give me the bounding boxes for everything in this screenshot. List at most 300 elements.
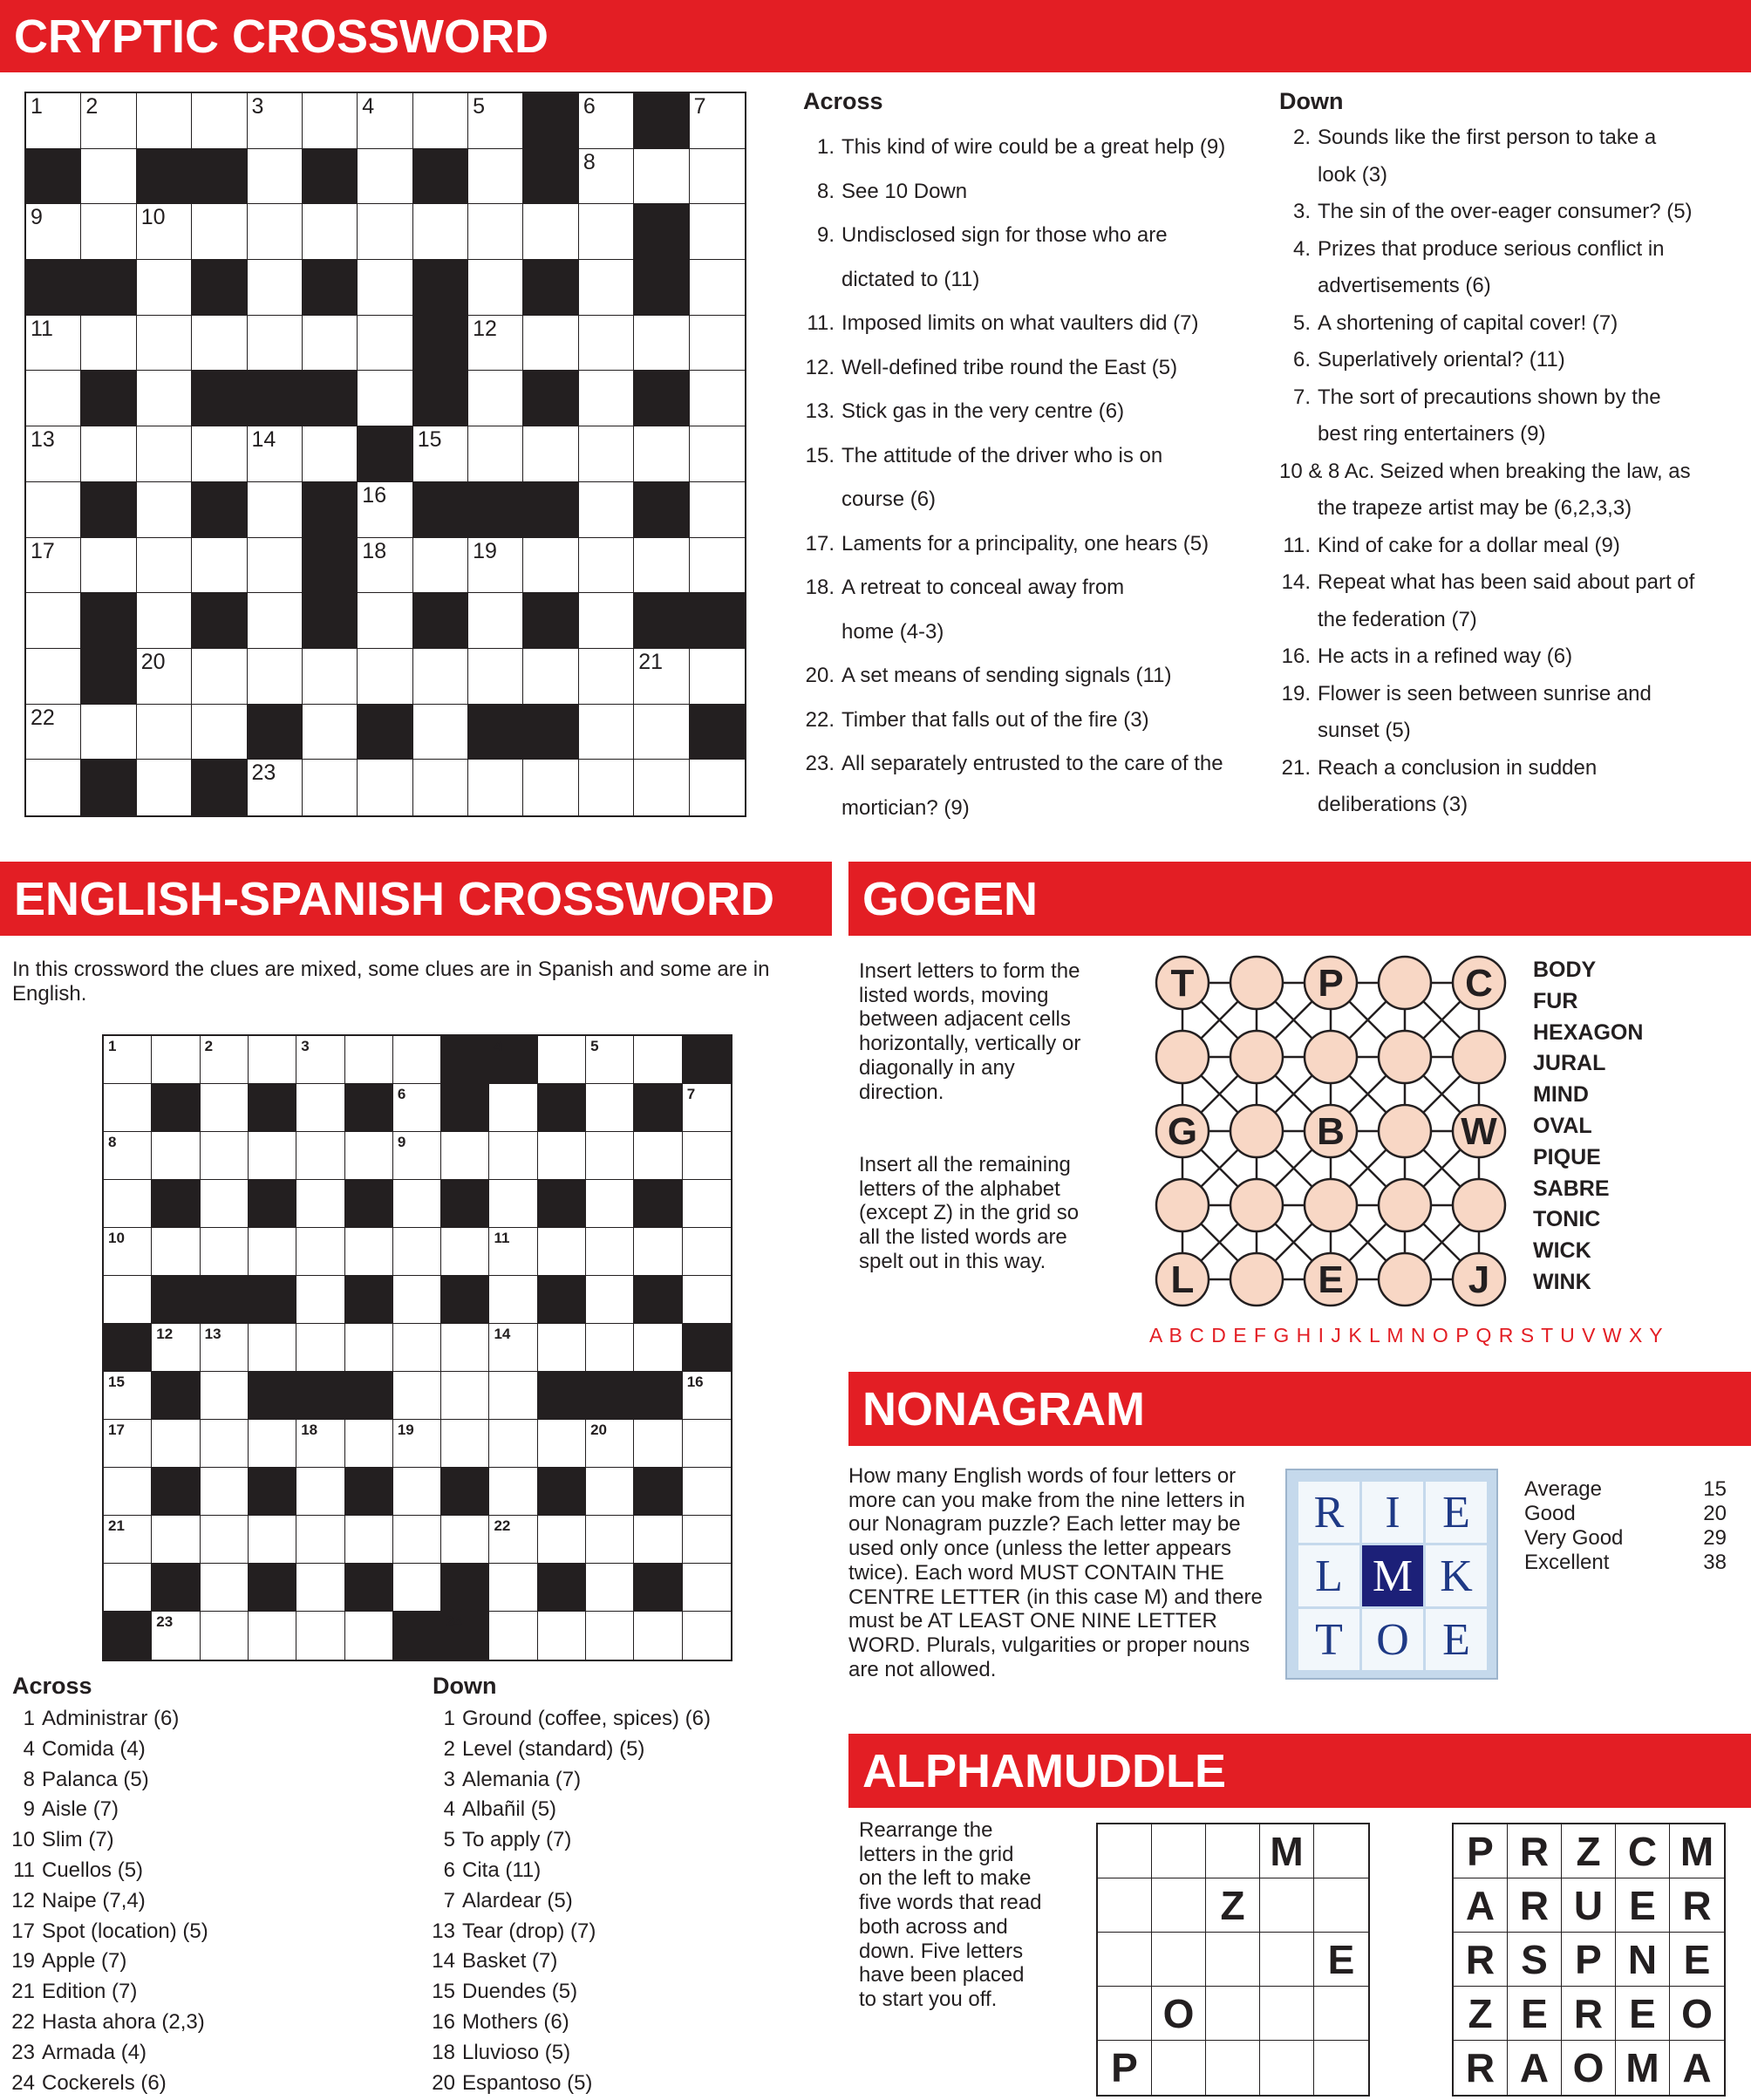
grid-cell[interactable] bbox=[303, 204, 358, 260]
grid-cell[interactable] bbox=[468, 426, 523, 482]
alphamuddle-cell[interactable] bbox=[1206, 1933, 1260, 1987]
grid-cell[interactable] bbox=[137, 93, 192, 149]
grid-cell[interactable] bbox=[441, 1420, 489, 1468]
grid-cell[interactable] bbox=[296, 1468, 344, 1516]
gogen-cell[interactable] bbox=[1453, 1179, 1505, 1231]
grid-cell[interactable] bbox=[104, 1420, 152, 1468]
grid-cell[interactable] bbox=[683, 1468, 731, 1516]
grid-cell[interactable] bbox=[345, 1228, 393, 1276]
grid-cell[interactable] bbox=[296, 1036, 344, 1084]
alphamuddle-cell[interactable] bbox=[1098, 1933, 1152, 1987]
grid-cell[interactable] bbox=[538, 1228, 586, 1276]
grid-cell[interactable] bbox=[137, 760, 192, 815]
black-square bbox=[441, 1036, 489, 1084]
clue-item bbox=[1279, 787, 1733, 824]
gogen-cell[interactable] bbox=[1379, 1253, 1431, 1306]
grid-cell[interactable] bbox=[137, 538, 192, 594]
grid-cell[interactable] bbox=[634, 760, 689, 815]
alphamuddle-cell[interactable] bbox=[1314, 1987, 1368, 2041]
grid-cell[interactable] bbox=[81, 538, 136, 594]
grid-cell[interactable] bbox=[586, 1612, 634, 1660]
grid-cell[interactable] bbox=[523, 316, 578, 372]
grid-cell[interactable] bbox=[303, 316, 358, 372]
grid-cell[interactable] bbox=[683, 1420, 731, 1468]
grid-cell[interactable] bbox=[468, 149, 523, 205]
alphamuddle-cell[interactable] bbox=[1098, 1878, 1152, 1933]
grid-cell[interactable] bbox=[303, 649, 358, 705]
grid-cell[interactable] bbox=[137, 593, 192, 649]
grid-cell[interactable] bbox=[441, 1132, 489, 1180]
grid-cell[interactable] bbox=[296, 1516, 344, 1564]
grid-cell[interactable] bbox=[358, 649, 412, 705]
grid-cell[interactable] bbox=[538, 1324, 586, 1372]
grid-cell[interactable] bbox=[468, 93, 523, 149]
grid-cell[interactable] bbox=[152, 1036, 200, 1084]
grid-cell[interactable] bbox=[201, 1516, 249, 1564]
grid-cell[interactable] bbox=[296, 1420, 344, 1468]
grid-cell[interactable] bbox=[104, 1276, 152, 1324]
grid-cell[interactable] bbox=[489, 1228, 537, 1276]
grid-cell[interactable] bbox=[579, 482, 634, 538]
score-label: Excellent bbox=[1524, 1551, 1610, 1574]
grid-cell[interactable] bbox=[137, 426, 192, 482]
grid-cell[interactable] bbox=[579, 760, 634, 815]
gogen-cell[interactable] bbox=[1379, 1105, 1431, 1157]
grid-cell[interactable] bbox=[468, 649, 523, 705]
grid-cell[interactable] bbox=[690, 482, 745, 538]
grid-cell[interactable] bbox=[586, 1180, 634, 1228]
grid-cell[interactable] bbox=[26, 316, 81, 372]
grid-cell[interactable] bbox=[201, 1612, 249, 1660]
grid-cell[interactable] bbox=[296, 1276, 344, 1324]
grid-cell[interactable] bbox=[303, 426, 358, 482]
grid-cell[interactable] bbox=[192, 649, 247, 705]
grid-cell[interactable] bbox=[345, 1420, 393, 1468]
grid-cell[interactable] bbox=[413, 426, 468, 482]
grid-cell[interactable] bbox=[137, 260, 192, 316]
grid-cell[interactable] bbox=[249, 1420, 296, 1468]
grid-cell[interactable] bbox=[489, 1276, 537, 1324]
grid-cell[interactable] bbox=[303, 705, 358, 760]
grid-cell[interactable] bbox=[634, 705, 689, 760]
gogen-cell[interactable] bbox=[1379, 1179, 1431, 1231]
grid-cell[interactable] bbox=[634, 1612, 682, 1660]
grid-cell[interactable] bbox=[248, 316, 303, 372]
grid-cell[interactable] bbox=[579, 371, 634, 426]
grid-cell[interactable] bbox=[468, 204, 523, 260]
grid-cell[interactable] bbox=[358, 482, 412, 538]
grid-cell[interactable] bbox=[201, 1228, 249, 1276]
grid-cell[interactable] bbox=[393, 1132, 441, 1180]
grid-cell[interactable] bbox=[579, 204, 634, 260]
grid-cell[interactable] bbox=[634, 538, 689, 594]
grid-cell[interactable] bbox=[413, 649, 468, 705]
grid-cell[interactable] bbox=[413, 760, 468, 815]
alphamuddle-cell[interactable] bbox=[1206, 1987, 1260, 2041]
grid-cell[interactable] bbox=[468, 593, 523, 649]
grid-cell[interactable] bbox=[634, 1132, 682, 1180]
grid-cell[interactable] bbox=[468, 538, 523, 594]
grid-cell[interactable] bbox=[468, 371, 523, 426]
grid-cell[interactable] bbox=[104, 1564, 152, 1612]
grid-cell[interactable] bbox=[393, 1372, 441, 1420]
grid-cell[interactable] bbox=[586, 1564, 634, 1612]
grid-cell[interactable] bbox=[81, 426, 136, 482]
grid-cell[interactable] bbox=[468, 316, 523, 372]
grid-cell[interactable] bbox=[538, 1132, 586, 1180]
grid-cell[interactable] bbox=[683, 1372, 731, 1420]
grid-cell[interactable] bbox=[489, 1612, 537, 1660]
grid-cell[interactable] bbox=[523, 649, 578, 705]
gogen-cell[interactable] bbox=[1305, 1031, 1357, 1083]
grid-cell[interactable] bbox=[104, 1228, 152, 1276]
grid-cell[interactable] bbox=[634, 1516, 682, 1564]
grid-cell[interactable] bbox=[579, 705, 634, 760]
grid-cell[interactable] bbox=[201, 1036, 249, 1084]
grid-cell[interactable] bbox=[358, 371, 412, 426]
grid-cell[interactable] bbox=[393, 1468, 441, 1516]
grid-cell[interactable] bbox=[26, 93, 81, 149]
grid-cell[interactable] bbox=[690, 649, 745, 705]
grid-cell[interactable] bbox=[393, 1324, 441, 1372]
grid-cell[interactable] bbox=[393, 1228, 441, 1276]
grid-cell[interactable] bbox=[579, 426, 634, 482]
grid-cell[interactable] bbox=[634, 316, 689, 372]
grid-cell[interactable] bbox=[393, 1564, 441, 1612]
grid-cell[interactable] bbox=[393, 1420, 441, 1468]
gogen-cell[interactable] bbox=[1230, 1253, 1283, 1306]
grid-cell[interactable] bbox=[586, 1084, 634, 1132]
black-square bbox=[104, 1612, 152, 1660]
alphamuddle-cell[interactable] bbox=[1260, 2041, 1314, 2095]
grid-cell[interactable] bbox=[81, 204, 136, 260]
grid-cell[interactable] bbox=[201, 1132, 249, 1180]
grid-cell[interactable] bbox=[441, 1228, 489, 1276]
alphamuddle-cell[interactable] bbox=[1260, 1987, 1314, 2041]
gogen-cell[interactable] bbox=[1379, 957, 1431, 1009]
grid-cell[interactable] bbox=[192, 705, 247, 760]
grid-cell[interactable] bbox=[586, 1132, 634, 1180]
grid-cell[interactable] bbox=[104, 1180, 152, 1228]
alphamuddle-cell[interactable] bbox=[1314, 2041, 1368, 2095]
grid-cell[interactable] bbox=[104, 1468, 152, 1516]
grid-cell[interactable] bbox=[393, 1180, 441, 1228]
grid-cell[interactable] bbox=[586, 1036, 634, 1084]
grid-cell[interactable] bbox=[538, 1420, 586, 1468]
alphamuddle-cell[interactable]: P bbox=[1098, 2041, 1152, 2095]
grid-cell[interactable] bbox=[81, 93, 136, 149]
grid-cell[interactable] bbox=[468, 260, 523, 316]
grid-cell[interactable] bbox=[201, 1372, 249, 1420]
grid-cell[interactable] bbox=[358, 593, 412, 649]
grid-cell[interactable] bbox=[26, 426, 81, 482]
grid-cell[interactable] bbox=[201, 1564, 249, 1612]
grid-cell[interactable] bbox=[248, 649, 303, 705]
grid-cell[interactable] bbox=[413, 204, 468, 260]
grid-cell[interactable] bbox=[586, 1324, 634, 1372]
grid-cell[interactable] bbox=[523, 426, 578, 482]
grid-cell[interactable] bbox=[345, 1516, 393, 1564]
alphamuddle-cell[interactable] bbox=[1206, 2041, 1260, 2095]
grid-cell[interactable] bbox=[192, 426, 247, 482]
grid-cell[interactable] bbox=[26, 760, 81, 815]
nonagram-letter: I bbox=[1362, 1482, 1423, 1543]
grid-cell[interactable] bbox=[690, 260, 745, 316]
grid-cell[interactable] bbox=[586, 1468, 634, 1516]
grid-cell[interactable] bbox=[152, 1228, 200, 1276]
grid-cell[interactable] bbox=[586, 1228, 634, 1276]
grid-cell[interactable] bbox=[690, 204, 745, 260]
grid-cell[interactable] bbox=[489, 1372, 537, 1420]
alphamuddle-cell[interactable] bbox=[1314, 1878, 1368, 1933]
grid-cell[interactable] bbox=[152, 1612, 200, 1660]
grid-cell[interactable] bbox=[249, 1132, 296, 1180]
gogen-cell[interactable] bbox=[1230, 957, 1283, 1009]
grid-cell[interactable] bbox=[586, 1420, 634, 1468]
grid-cell[interactable] bbox=[104, 1132, 152, 1180]
grid-cell[interactable] bbox=[523, 538, 578, 594]
grid-cell[interactable] bbox=[192, 204, 247, 260]
grid-cell[interactable] bbox=[358, 149, 412, 205]
grid-cell[interactable] bbox=[683, 1180, 731, 1228]
grid-cell[interactable] bbox=[249, 1324, 296, 1372]
alphamuddle-cell[interactable]: O bbox=[1152, 1987, 1206, 2041]
grid-cell[interactable] bbox=[345, 1036, 393, 1084]
grid-cell[interactable] bbox=[248, 260, 303, 316]
black-square bbox=[634, 1564, 682, 1612]
grid-cell[interactable] bbox=[441, 1324, 489, 1372]
grid-cell[interactable] bbox=[249, 1612, 296, 1660]
grid-cell[interactable] bbox=[345, 1324, 393, 1372]
grid-cell[interactable] bbox=[137, 204, 192, 260]
grid-cell[interactable] bbox=[248, 593, 303, 649]
grid-cell[interactable] bbox=[690, 538, 745, 594]
alphamuddle-cell[interactable]: M bbox=[1260, 1824, 1314, 1878]
grid-cell[interactable] bbox=[26, 538, 81, 594]
grid-cell[interactable] bbox=[303, 93, 358, 149]
alphamuddle-cell[interactable] bbox=[1152, 1878, 1206, 1933]
grid-cell[interactable] bbox=[634, 1324, 682, 1372]
grid-cell[interactable] bbox=[393, 1084, 441, 1132]
grid-cell[interactable] bbox=[345, 1132, 393, 1180]
grid-cell[interactable] bbox=[634, 1420, 682, 1468]
grid-cell[interactable] bbox=[152, 1132, 200, 1180]
grid-cell[interactable] bbox=[358, 260, 412, 316]
alphamuddle-cell[interactable]: E bbox=[1314, 1933, 1368, 1987]
alphamuddle-cell[interactable]: Z bbox=[1206, 1878, 1260, 1933]
grid-cell[interactable] bbox=[152, 1516, 200, 1564]
grid-cell[interactable] bbox=[489, 1564, 537, 1612]
spanish-across-clues bbox=[5, 1704, 208, 2098]
grid-cell[interactable] bbox=[201, 1084, 249, 1132]
grid-cell[interactable] bbox=[248, 93, 303, 149]
grid-cell[interactable] bbox=[248, 760, 303, 815]
grid-cell[interactable] bbox=[690, 93, 745, 149]
alphamuddle-cell[interactable] bbox=[1260, 1878, 1314, 1933]
grid-cell[interactable] bbox=[683, 1228, 731, 1276]
grid-cell[interactable] bbox=[413, 538, 468, 594]
grid-cell[interactable] bbox=[248, 538, 303, 594]
grid-cell[interactable] bbox=[393, 1276, 441, 1324]
grid-cell[interactable] bbox=[296, 1228, 344, 1276]
grid-cell[interactable] bbox=[201, 1468, 249, 1516]
grid-cell[interactable] bbox=[634, 649, 689, 705]
alphamuddle-cell[interactable] bbox=[1152, 1933, 1206, 1987]
grid-cell[interactable] bbox=[690, 426, 745, 482]
grid-cell[interactable] bbox=[192, 93, 247, 149]
alphamuddle-cell[interactable] bbox=[1098, 1824, 1152, 1878]
grid-cell[interactable] bbox=[690, 316, 745, 372]
grid-cell[interactable] bbox=[489, 1468, 537, 1516]
grid-cell[interactable] bbox=[523, 204, 578, 260]
grid-cell[interactable] bbox=[296, 1612, 344, 1660]
grid-cell[interactable] bbox=[358, 316, 412, 372]
grid-cell[interactable] bbox=[690, 760, 745, 815]
alphamuddle-cell[interactable] bbox=[1314, 1824, 1368, 1878]
grid-cell[interactable] bbox=[201, 1324, 249, 1372]
grid-cell[interactable] bbox=[249, 1228, 296, 1276]
grid-cell[interactable] bbox=[393, 1516, 441, 1564]
grid-cell[interactable] bbox=[579, 260, 634, 316]
alphamuddle-cell[interactable] bbox=[1152, 1824, 1206, 1878]
grid-cell[interactable] bbox=[489, 1516, 537, 1564]
grid-cell[interactable] bbox=[683, 1516, 731, 1564]
clue-number: 7 bbox=[686, 1086, 696, 1102]
grid-cell[interactable] bbox=[345, 1612, 393, 1660]
grid-cell[interactable] bbox=[296, 1132, 344, 1180]
gogen-cell[interactable] bbox=[1230, 1031, 1283, 1083]
gogen-cell[interactable] bbox=[1379, 1031, 1431, 1083]
grid-cell[interactable] bbox=[26, 705, 81, 760]
grid-cell[interactable] bbox=[393, 1036, 441, 1084]
alphamuddle-cell[interactable] bbox=[1098, 1987, 1152, 2041]
grid-cell[interactable] bbox=[690, 371, 745, 426]
grid-cell[interactable] bbox=[489, 1324, 537, 1372]
clue-item bbox=[5, 1947, 208, 1977]
gogen-cell[interactable] bbox=[1156, 1179, 1209, 1231]
grid-cell[interactable] bbox=[137, 482, 192, 538]
grid-cell[interactable] bbox=[489, 1420, 537, 1468]
grid-cell[interactable] bbox=[579, 149, 634, 205]
grid-cell[interactable] bbox=[192, 538, 247, 594]
grid-cell[interactable] bbox=[523, 760, 578, 815]
grid-cell[interactable] bbox=[579, 93, 634, 149]
grid-cell[interactable] bbox=[26, 649, 81, 705]
gogen-cell[interactable] bbox=[1230, 1179, 1283, 1231]
gogen-cell[interactable] bbox=[1305, 1179, 1357, 1231]
grid-cell[interactable] bbox=[413, 93, 468, 149]
grid-cell[interactable] bbox=[489, 1180, 537, 1228]
grid-cell[interactable] bbox=[152, 1324, 200, 1372]
grid-cell[interactable] bbox=[248, 482, 303, 538]
alphamuddle-cell[interactable] bbox=[1206, 1824, 1260, 1878]
grid-cell[interactable] bbox=[634, 1036, 682, 1084]
grid-cell[interactable] bbox=[538, 1612, 586, 1660]
grid-cell[interactable] bbox=[81, 705, 136, 760]
grid-cell[interactable] bbox=[249, 1036, 296, 1084]
gogen-cell[interactable] bbox=[1156, 1031, 1209, 1083]
grid-cell[interactable] bbox=[579, 593, 634, 649]
grid-cell[interactable] bbox=[296, 1324, 344, 1372]
grid-cell[interactable] bbox=[249, 1516, 296, 1564]
alphamuddle-cell[interactable] bbox=[1260, 1933, 1314, 1987]
clue-number: 4 bbox=[362, 94, 375, 119]
grid-cell[interactable] bbox=[152, 1420, 200, 1468]
grid-cell[interactable] bbox=[104, 1372, 152, 1420]
gogen-cell[interactable] bbox=[1453, 1031, 1505, 1083]
grid-cell[interactable] bbox=[248, 426, 303, 482]
grid-cell[interactable] bbox=[137, 371, 192, 426]
grid-cell[interactable] bbox=[137, 705, 192, 760]
grid-cell[interactable] bbox=[489, 1084, 537, 1132]
grid-cell[interactable] bbox=[358, 204, 412, 260]
grid-cell[interactable] bbox=[690, 149, 745, 205]
grid-cell[interactable] bbox=[634, 1228, 682, 1276]
grid-cell[interactable] bbox=[248, 204, 303, 260]
grid-cell[interactable] bbox=[303, 760, 358, 815]
grid-cell[interactable] bbox=[683, 1564, 731, 1612]
grid-cell[interactable] bbox=[579, 649, 634, 705]
grid-cell[interactable] bbox=[683, 1132, 731, 1180]
clue-text: Edition (7) bbox=[42, 1980, 138, 2004]
clue-text: Aisle (7) bbox=[42, 1797, 119, 1822]
grid-cell[interactable] bbox=[468, 760, 523, 815]
grid-cell[interactable] bbox=[634, 426, 689, 482]
grid-cell[interactable] bbox=[683, 1612, 731, 1660]
grid-cell[interactable] bbox=[358, 93, 412, 149]
grid-cell[interactable] bbox=[441, 1372, 489, 1420]
grid-cell[interactable] bbox=[201, 1180, 249, 1228]
grid-cell[interactable] bbox=[26, 482, 81, 538]
grid-cell[interactable] bbox=[26, 593, 81, 649]
grid-cell[interactable] bbox=[538, 1516, 586, 1564]
grid-cell[interactable] bbox=[358, 760, 412, 815]
grid-cell[interactable] bbox=[26, 204, 81, 260]
clue-number: 19 bbox=[473, 538, 497, 563]
grid-cell[interactable] bbox=[104, 1084, 152, 1132]
grid-cell[interactable] bbox=[489, 1132, 537, 1180]
grid-cell[interactable] bbox=[104, 1036, 152, 1084]
grid-cell[interactable] bbox=[296, 1084, 344, 1132]
grid-cell[interactable] bbox=[579, 538, 634, 594]
grid-cell[interactable] bbox=[683, 1084, 731, 1132]
grid-cell[interactable] bbox=[586, 1276, 634, 1324]
gogen-cell[interactable] bbox=[1230, 1105, 1283, 1157]
grid-cell[interactable] bbox=[683, 1276, 731, 1324]
grid-cell[interactable] bbox=[137, 316, 192, 372]
grid-cell[interactable] bbox=[192, 316, 247, 372]
alphamuddle-cell[interactable] bbox=[1152, 2041, 1206, 2095]
grid-cell[interactable] bbox=[538, 1036, 586, 1084]
black-square bbox=[26, 260, 81, 316]
grid-cell[interactable] bbox=[358, 538, 412, 594]
grid-cell[interactable] bbox=[579, 316, 634, 372]
grid-cell[interactable] bbox=[296, 1564, 344, 1612]
grid-cell[interactable] bbox=[296, 1180, 344, 1228]
grid-cell[interactable] bbox=[104, 1516, 152, 1564]
grid-cell[interactable] bbox=[137, 649, 192, 705]
grid-cell[interactable] bbox=[413, 705, 468, 760]
black-square bbox=[152, 1084, 200, 1132]
grid-cell[interactable] bbox=[634, 149, 689, 205]
grid-cell[interactable] bbox=[81, 316, 136, 372]
grid-cell[interactable] bbox=[81, 149, 136, 205]
grid-cell[interactable] bbox=[441, 1516, 489, 1564]
grid-cell[interactable] bbox=[586, 1516, 634, 1564]
grid-cell[interactable] bbox=[201, 1420, 249, 1468]
grid-cell[interactable] bbox=[248, 149, 303, 205]
grid-cell[interactable] bbox=[26, 371, 81, 426]
